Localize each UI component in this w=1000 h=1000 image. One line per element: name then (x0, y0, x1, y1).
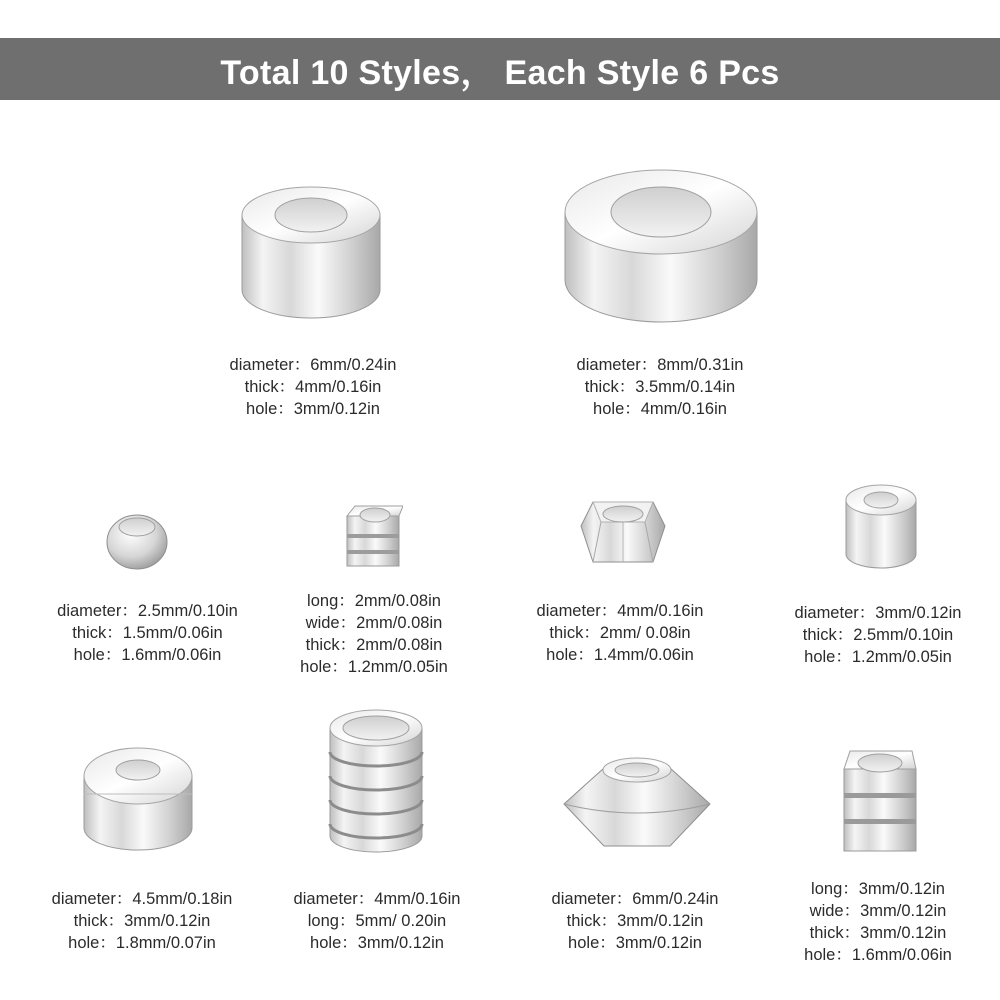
spec-hole: hole：1.4mm/0.06in (546, 646, 694, 664)
spec-thick: thick：3mm/0.12in (809, 924, 947, 942)
spec-diameter: diameter：3mm/0.12in (794, 604, 962, 622)
grooved-cube-bead-image (840, 745, 920, 855)
spec-thick: thick：1.5mm/0.06in (72, 624, 223, 642)
spec-diameter: diameter：4mm/0.16in (536, 602, 704, 620)
tall-tube-bead-image (842, 480, 920, 572)
spec-thick: thick：2mm/ 0.08in (549, 624, 691, 642)
spec-wide: wide：3mm/0.12in (809, 902, 947, 920)
spec-thick: thick：3.5mm/0.14in (584, 378, 736, 396)
spec-thick: thick：2mm/0.08in (305, 636, 443, 654)
spec-hole: hole：3mm/0.12in (310, 934, 444, 952)
spec-diameter: diameter：2.5mm/0.10in (57, 602, 238, 620)
bead-2-specs (555, 354, 765, 420)
spec-diameter: diameter：4.5mm/0.18in (51, 890, 233, 908)
spec-long: long：3mm/0.12in (811, 880, 945, 898)
spec-hole: hole：1.2mm/0.05in (300, 658, 448, 676)
bead-9-specs (530, 888, 740, 954)
spec-diameter: diameter：8mm/0.31in (576, 356, 744, 374)
spec-thick: thick：4mm/0.16in (244, 378, 382, 396)
wide-ring-bead-image (560, 160, 762, 326)
bead-3-specs (40, 600, 255, 666)
bead-5-specs (515, 600, 725, 666)
spec-wide: wide：2mm/0.08in (305, 614, 443, 632)
spec-hole: hole：1.6mm/0.06in (804, 946, 952, 964)
bead-8-specs (272, 888, 482, 954)
spec-long: long：5mm/ 0.20in (307, 912, 447, 930)
title-banner (0, 38, 1000, 100)
spec-hole: hole：4mm/0.16in (593, 400, 727, 418)
bicone-disc-bead-image (560, 752, 714, 854)
bead-10-specs (778, 878, 978, 966)
spec-hole: hole：3mm/0.12in (246, 400, 380, 418)
spec-diameter: diameter：6mm/0.24in (229, 356, 397, 374)
spec-hole: hole：1.2mm/0.05in (804, 648, 952, 666)
spec-hole: hole：3mm/0.12in (568, 934, 702, 952)
spec-hole: hole：1.6mm/0.06in (73, 646, 222, 664)
small-cube-bead-image (343, 502, 403, 570)
round-bead-image (104, 510, 170, 572)
spec-diameter: diameter：4mm/0.16in (293, 890, 461, 908)
banner-title: Total 10 Styles， Each Style 6 Pcs (220, 53, 780, 92)
spec-diameter: diameter：6mm/0.24in (551, 890, 719, 908)
bead-1-specs (213, 354, 413, 420)
spec-thick: thick：3mm/0.12in (566, 912, 704, 930)
tube-ring-bead-image (236, 175, 386, 325)
rondelle-bead-image (80, 742, 196, 854)
faceted-rondelle-bead-image (575, 492, 671, 572)
spec-thick: thick：3mm/0.12in (73, 912, 211, 930)
spec-thick: thick：2.5mm/0.10in (802, 626, 954, 644)
spec-long: long：2mm/0.08in (307, 592, 441, 610)
spec-hole: hole：1.8mm/0.07in (68, 934, 216, 952)
bead-7-specs (36, 888, 248, 954)
bead-6-specs (778, 602, 978, 668)
grooved-tube-bead-image (326, 706, 426, 856)
bead-4-specs (274, 590, 474, 678)
